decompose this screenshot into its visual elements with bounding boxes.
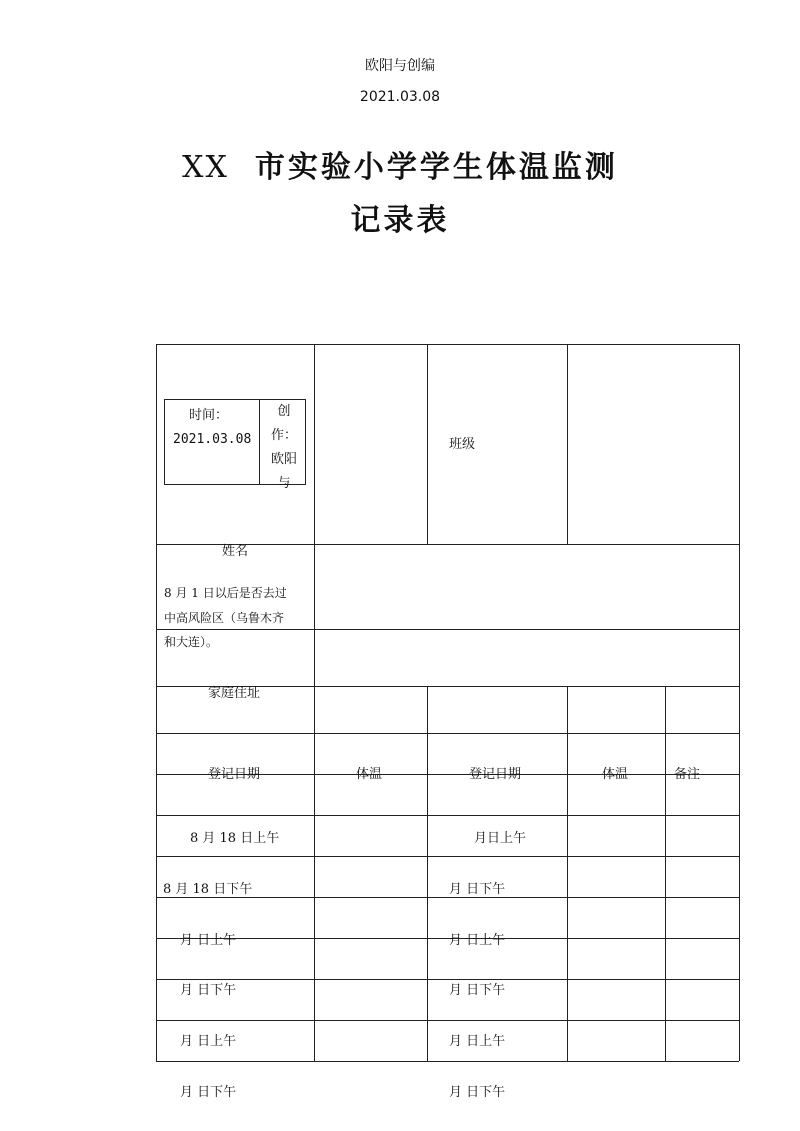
table-line xyxy=(567,344,568,544)
risk-question-line2: 中高风险区（乌鲁木齐 xyxy=(164,611,285,625)
date-header: 2021.03.08 xyxy=(359,89,441,105)
row-right-date: 月 日上午 xyxy=(449,1034,506,1049)
row-right-date: 月 日下午 xyxy=(449,983,506,998)
row-left-date: 月 日上午 xyxy=(180,1034,237,1049)
creation-stamp xyxy=(164,399,306,491)
table-line xyxy=(156,897,739,898)
stamp-creator: 创作：欧阳与 xyxy=(270,404,297,491)
table-line xyxy=(567,686,568,1061)
row-left-date: 8 月 18 日下午 xyxy=(163,882,253,897)
table-line xyxy=(156,856,739,857)
table-line xyxy=(156,1061,739,1062)
column-header: 登记日期 xyxy=(208,767,261,782)
column-header: 体温 xyxy=(356,767,383,782)
table-line xyxy=(156,629,739,630)
name-label: 姓名 xyxy=(222,544,249,559)
row-left-date: 月 日上午 xyxy=(180,933,237,948)
column-header: 登记日期 xyxy=(469,767,522,782)
column-header: 备注 xyxy=(674,767,701,782)
address-label: 家庭住址 xyxy=(208,686,261,701)
row-right-date: 月日上午 xyxy=(474,831,527,846)
title-prefix: XX xyxy=(182,150,229,185)
stamp-time-label: 时间： xyxy=(189,408,229,423)
table-line xyxy=(156,938,739,939)
table-line xyxy=(739,344,740,1061)
table-line xyxy=(665,686,666,1061)
column-header: 体温 xyxy=(602,767,629,782)
table-line xyxy=(427,344,428,544)
table-line xyxy=(156,344,157,1061)
risk-question-line1: 8 月 1 日以后是否去过 xyxy=(164,586,287,600)
table-line xyxy=(156,979,739,980)
page-title-line2: 记录表 xyxy=(350,203,450,238)
table-line xyxy=(427,686,428,1061)
stamp-time-value: 2021.03.08 xyxy=(173,432,252,447)
table-line xyxy=(314,344,315,1061)
row-left-date: 月 日下午 xyxy=(180,983,237,998)
stamp-divider xyxy=(259,400,260,484)
title-main: 市实验小学学生体温监测 xyxy=(254,150,618,185)
page-title xyxy=(0,142,800,186)
row-right-date: 月 日下午 xyxy=(449,882,506,897)
table-line xyxy=(156,1020,739,1021)
table-line xyxy=(156,733,739,734)
row-right-date: 月 日上午 xyxy=(449,933,506,948)
class-label: 班级 xyxy=(449,437,476,452)
row-left-date: 月 日下午 xyxy=(180,1085,237,1100)
author-header: 欧阳与创编 xyxy=(365,58,435,74)
row-left-date: 8 月 18 日上午 xyxy=(190,831,280,846)
risk-question-line3: 和大连）。 xyxy=(164,635,219,649)
row-right-date: 月 日下午 xyxy=(449,1085,506,1100)
table-line xyxy=(156,344,739,345)
table-line xyxy=(156,815,739,816)
